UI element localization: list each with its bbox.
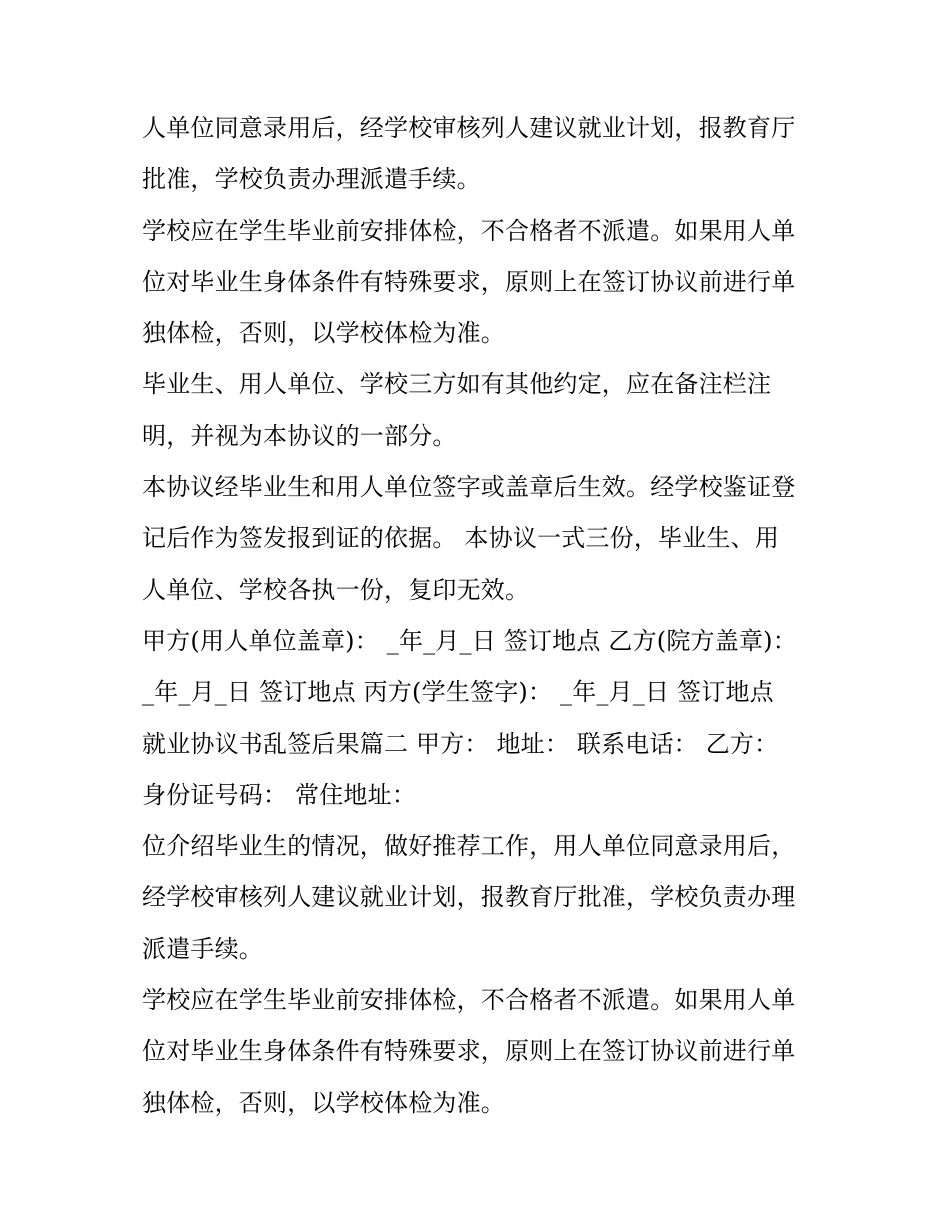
text-line: 人单位同意录用后，经学校审核列人建议就业计划，报教育厅 (142, 114, 796, 142)
document-body (142, 103, 822, 1129)
text-line: 经学校审核列人建议就业计划，报教育厅批准，学校负责办理 (142, 883, 796, 912)
paragraph-recommendation (142, 821, 822, 975)
text-line: 位介绍毕业生的情况，做好推荐工作，用人单位同意录用后， (142, 832, 796, 861)
text-line: 记后作为签发报到证的依据。 本协议一式三份，毕业生、用 (142, 524, 780, 553)
text-line: 甲方(用人单位盖章)： _年_月_日 签订地点 乙方(院方盖章)： (142, 626, 797, 655)
paragraph-approval-procedure (142, 103, 822, 206)
text-line: 批准，学校负责办理派遣手续。 (142, 165, 481, 194)
text-line: 毕业生、用人单位、学校三方如有其他约定，应在备注栏注 (142, 370, 772, 399)
paragraph-physical-exam (142, 206, 822, 360)
paragraph-other-agreements (142, 359, 822, 462)
text-line: 独体检，否则，以学校体检为准。 (142, 1088, 505, 1117)
text-line: 学校应在学生毕业前安排体检，不合格者不派遣。如果用人单 (142, 986, 796, 1015)
text-line: _年_月_日 签订地点 丙方(学生签字)： _年_月_日 签订地点 (142, 678, 774, 707)
text-line: 派遣手续。 (142, 934, 263, 963)
text-line: 本协议经毕业生和用人单位签字或盖章后生效。经学校鉴证登 (142, 473, 796, 502)
paragraph-effectiveness (142, 462, 822, 616)
text-line: 学校应在学生毕业前安排体检，不合格者不派遣。如果用人单 (142, 216, 796, 245)
text-line: 位对毕业生身体条件有特殊要求，原则上在签订协议前进行单 (142, 267, 796, 296)
text-line: 就业协议书乱签后果篇二 甲方： 地址： 联系电话： 乙方： (142, 729, 779, 758)
paragraph-physical-exam-repeat (142, 975, 822, 1129)
text-line: 身份证号码： 常住地址： (142, 780, 417, 809)
text-line: 独体检，否则，以学校体检为准。 (142, 319, 505, 348)
text-line: 人单位、学校各执一份，复印无效。 (142, 575, 530, 604)
paragraph-signature-block (142, 616, 822, 821)
text-line: 明，并视为本协议的一部分。 (142, 421, 457, 450)
text-line: 位对毕业生身体条件有特殊要求，原则上在签订协议前进行单 (142, 1037, 796, 1066)
